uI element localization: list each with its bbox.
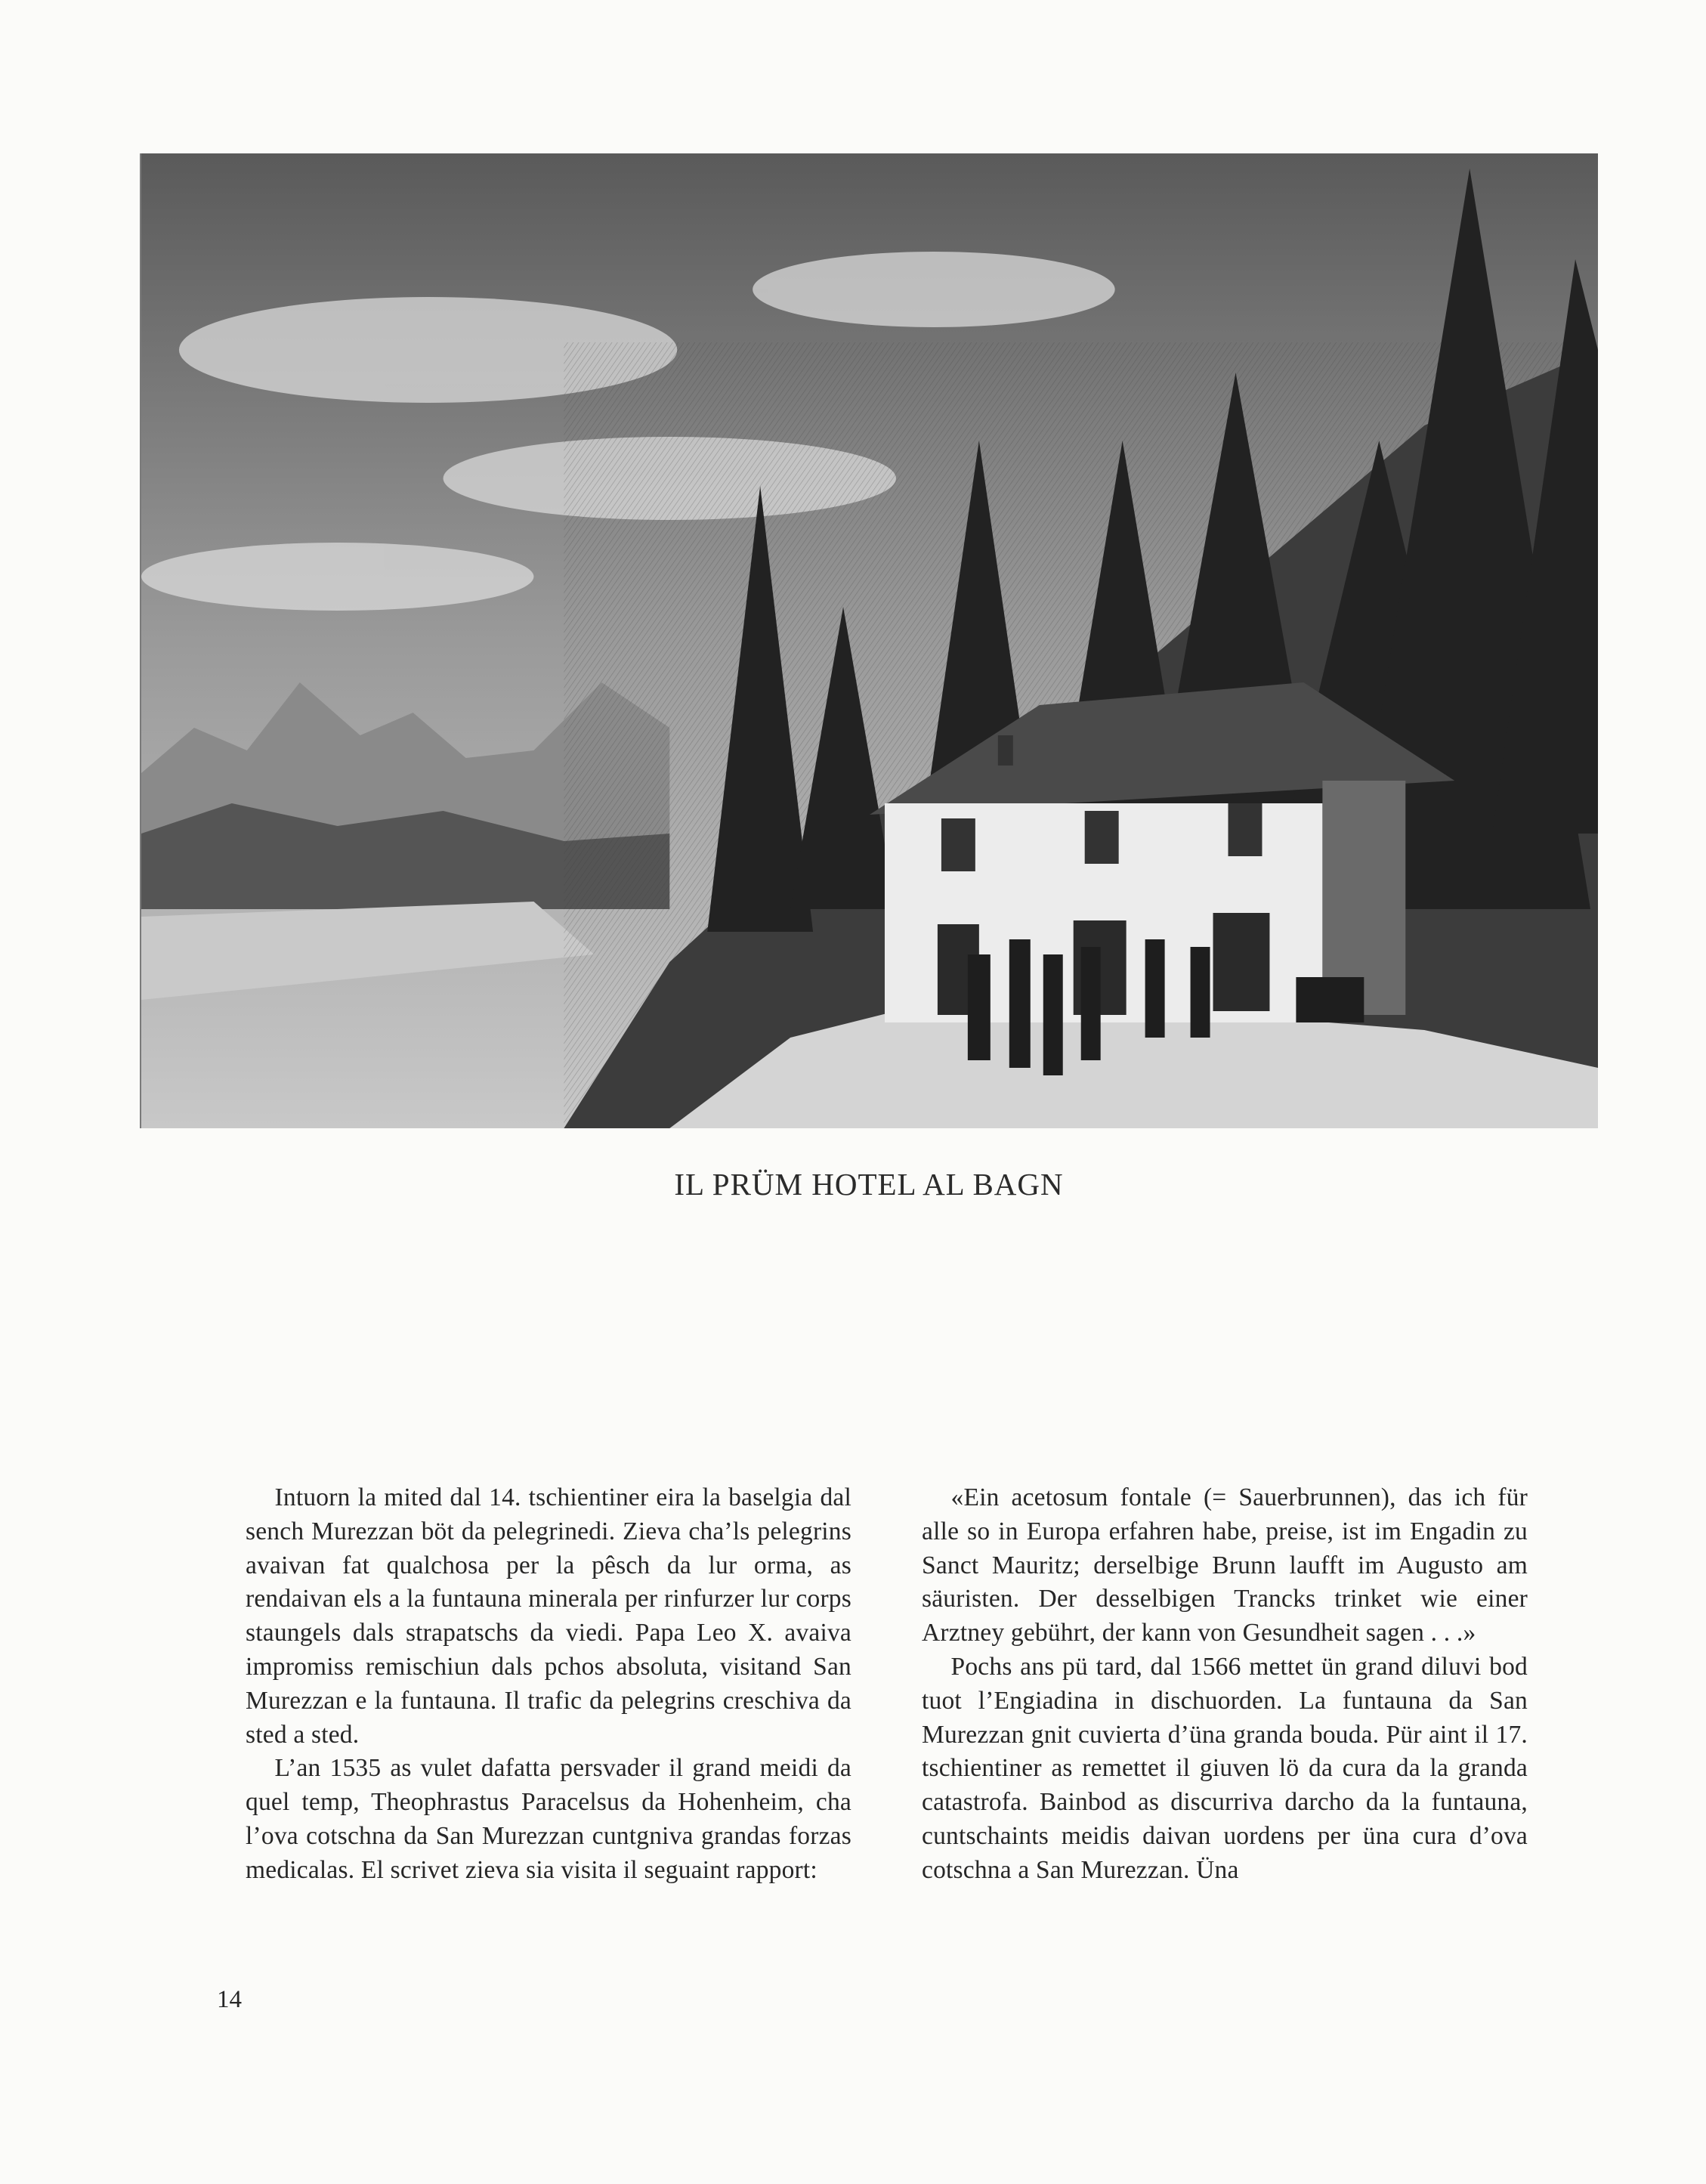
paragraph: L’an 1535 as vulet dafatta persvader il grand meidi da quel temp, Theophrastus Paracelsus da Hohenheim, cha l’ova cotschna da San Murezzan cuntgniva grandas forzas medicalas. El scrivet zieva sia visita il seguaint rapport:: [246, 1754, 851, 1884]
page-number: 14: [217, 1986, 242, 2013]
hotel-engraving-drawing: [141, 153, 1598, 1128]
figure-caption: IL PRÜM HOTEL AL BAGN: [674, 1167, 1064, 1202]
paragraph: Intuorn la mited dal 14. tschientiner eira la baselgia dal sench Murezzan böt da pelegrinedi. Zieva cha’ls pelegrins avaivan fat qualchosa per la pêsch da lur orma, as rendaivan els a la funtauna minerala per rinfurzer lur corps staungels dals strapatschs da viedi. Papa Leo X. avaiva impromiss remischiun dals pchos absoluta, visitand San Murezzan e la funtauna. Il trafic da pelegrins creschiva da sted a sted.: [246, 1483, 851, 1749]
text-column-left: [246, 1481, 851, 1888]
text-column-right: [922, 1481, 1528, 1888]
engraving-illustration: [140, 153, 1598, 1128]
paragraph: «Ein acetosum fontale (= Sauerbrunnen), das ich für alle so in Europa erfahren habe, preise, ist im Engadin zu Sanct Mauritz; derselbige Brunn laufft im Augusto am säuristen. Der desselbigen Trancks trinket wie einer Arztney gebührt, der kann von Gesundheit sagen . . .»: [922, 1483, 1528, 1647]
paragraph: Pochs ans pü tard, dal 1566 mettet ün grand diluvi bod tuot l’Engiadina in dischuorden. La funtauna da San Murezzan gnit cuvierta d’üna granda bouda. Pür aint il 17. tschientiner as remettet il giuven lö da cura da la granda catastrofa. Bainbod as discurriva darcho da la funtauna, cuntschaints meidis daivan uordens per üna cura d’ova cotschna a San Murezzan. Üna: [922, 1652, 1528, 1884]
